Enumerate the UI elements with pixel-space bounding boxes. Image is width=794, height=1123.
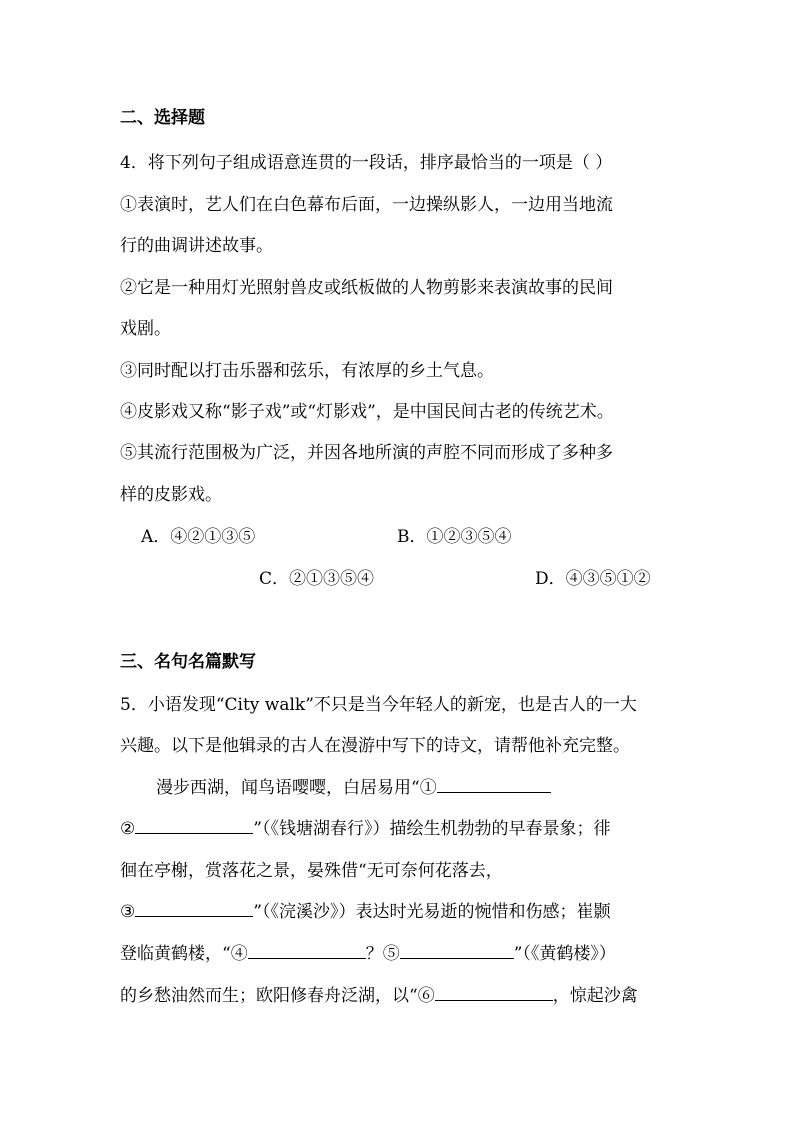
option-b: B．①②③⑤④	[397, 527, 512, 547]
blank-4[interactable]	[248, 941, 366, 959]
section-title-choice: 二、选择题	[120, 108, 205, 128]
question-4-stem: 4．将下列句子组成语意连贯的一段话，排序最恰当的一项是（ ）	[120, 153, 613, 173]
line-7-text-c: ”（《黄鹤楼》）	[513, 944, 616, 964]
question-5-line-6	[120, 897, 610, 922]
line-4-text: ”（《钱塘湖春行》）描绘生机勃勃的早春景象；徘	[253, 819, 611, 839]
blank-5[interactable]	[400, 941, 514, 959]
option-d: D．④③⑤①②	[535, 569, 651, 589]
question-5-line-1: 5．小语发现“City walk”不只是当今年轻人的新宠，也是古人的一大	[120, 695, 637, 715]
line-7-text-b: ？⑤	[365, 944, 400, 964]
blank-3-marker: ③	[120, 902, 136, 922]
question-5-line-7	[120, 939, 616, 964]
sentence-2-line-1: ②它是一种用灯光照射兽皮或纸板做的人物剪影来表演故事的民间	[120, 278, 613, 298]
line-6-text: ”（《浣溪沙》）表达时光易逝的惋惜和伤感；崔颢	[253, 902, 611, 922]
sentence-1-line-2: 行的曲调讲述故事。	[120, 236, 273, 256]
question-5-line-5: 徊在亭榭，赏落花之景，晏殊借“无可奈何花落去，	[120, 861, 503, 881]
sentence-4: ④皮影戏又称“影子戏”或“灯影戏”，是中国民间古老的传统艺术。	[120, 402, 614, 422]
line-8-text-a: 的乡愁油然而生；欧阳修春舟泛湖，以“⑥	[120, 986, 435, 1006]
blank-6[interactable]	[435, 983, 553, 1001]
line-3-text: 漫步西湖，闻鸟语嘤嘤，白居易用“①	[156, 778, 437, 798]
question-5-line-4	[120, 814, 610, 839]
sentence-1-line-1: ①表演时，艺人们在白色幕布后面，一边操纵影人，一边用当地流	[120, 195, 613, 215]
sentence-2-line-2: 戏剧。	[120, 319, 171, 339]
sentence-5-line-1: ⑤其流行范围极为广泛，并因各地所演的声腔不同而形成了多种多	[120, 443, 613, 463]
blank-2[interactable]	[135, 816, 253, 834]
blank-2-marker: ②	[120, 819, 136, 839]
line-7-text-a: 登临黄鹤楼，“④	[120, 944, 248, 964]
blank-1[interactable]	[437, 775, 551, 793]
section-title-recitation: 三、名句名篇默写	[120, 652, 256, 672]
blank-3[interactable]	[135, 899, 253, 917]
question-5-line-3	[156, 773, 551, 798]
option-c: C．②①③⑤④	[259, 569, 375, 589]
sentence-3: ③同时配以打击乐器和弦乐，有浓厚的乡土气息。	[120, 361, 494, 381]
question-5-line-8	[120, 981, 638, 1006]
question-5-line-2: 兴趣。以下是他辑录的古人在漫游中写下的诗文，请帮他补充完整。	[120, 736, 630, 756]
sentence-5-line-2: 样的皮影戏。	[120, 485, 222, 505]
line-8-text-b: ，惊起沙禽	[552, 986, 638, 1006]
option-a: A．④②①③⑤	[141, 527, 256, 547]
